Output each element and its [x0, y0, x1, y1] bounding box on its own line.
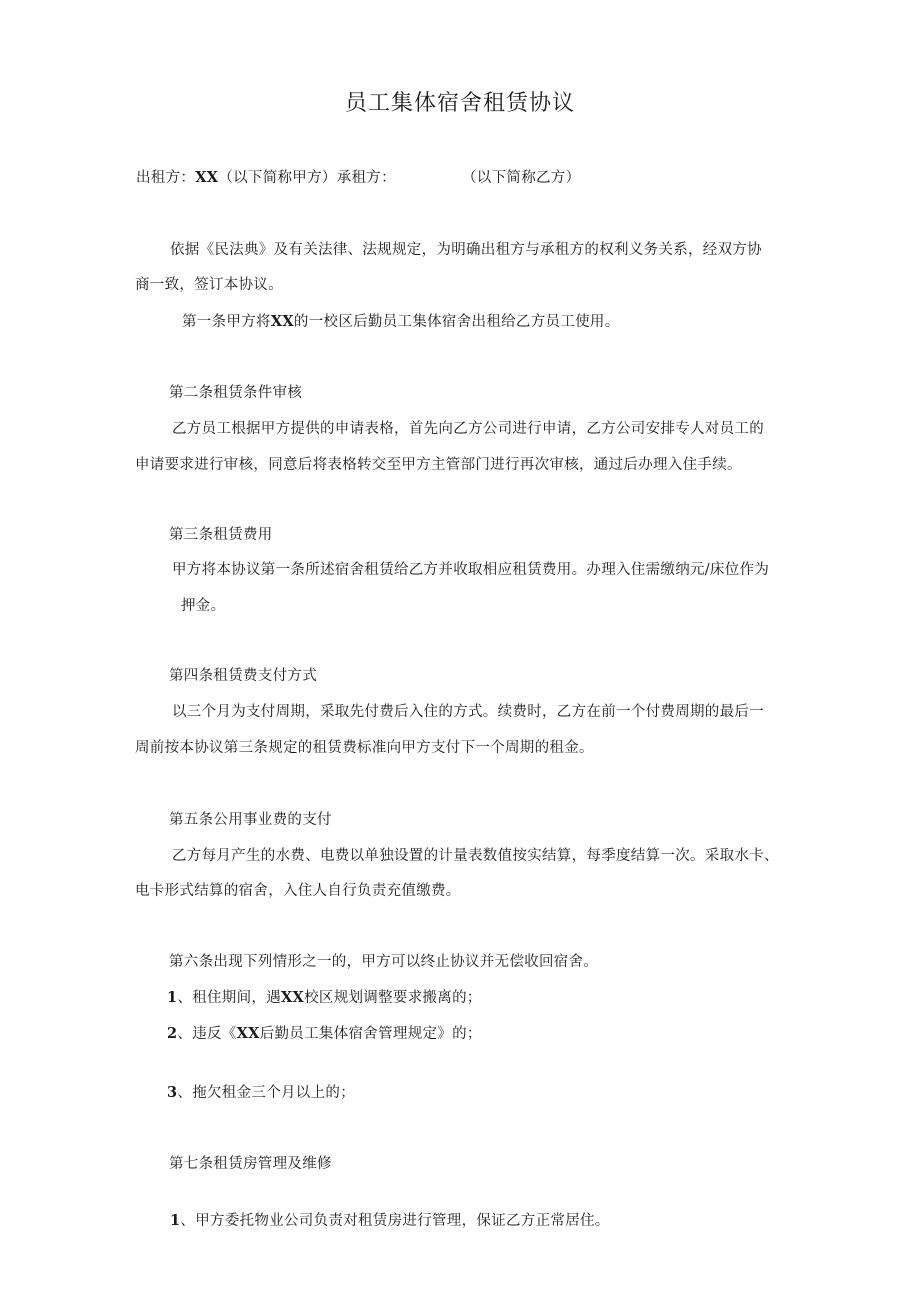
item-text-pre: 、租住期间，遇 — [177, 990, 281, 1006]
item-number: 2 — [167, 1025, 178, 1042]
article4-heading: 第四条租赁费支付方式 — [169, 668, 317, 684]
article5-body-1: 乙方每月产生的水费、电费以单独设置的计量表数值按实结算，每季度结算一次。采取水卡、 — [172, 848, 779, 864]
article6-item-3 — [167, 1083, 355, 1103]
article5-body-2: 电卡形式结算的宿舍，入住人自行负责充值缴费。 — [135, 883, 461, 899]
item-number: 1 — [170, 1212, 181, 1229]
item-text-bold: XX — [281, 989, 305, 1006]
item-text-post: 后勤员工集体宿舍管理规定》的； — [259, 1026, 482, 1042]
preamble-line-2: 商一致，签订本协议。 — [135, 277, 283, 293]
item-text-pre: 、拖欠租金三个月以上的； — [177, 1085, 355, 1101]
article3-body-2: 押金。 — [181, 598, 226, 614]
item-text-post: 校区规划调整要求搬离的； — [304, 990, 482, 1006]
article7-heading: 第七条租赁房管理及维修 — [169, 1156, 332, 1172]
item-text-bold: XX — [236, 1025, 260, 1042]
lessor-note: （以下简称甲方）承租方： — [218, 170, 396, 186]
article5-heading: 第五条公用事业费的支付 — [169, 812, 332, 828]
article1-prefix: 第一条甲方将 — [182, 314, 271, 330]
item-text-pre: 、违反《 — [177, 1026, 237, 1042]
article6-heading: 第六条出现下列情形之一的，甲方可以终止协议并无偿收回宿舍。 — [169, 954, 599, 970]
item-text: 、甲方委托物业公司负责对租赁房进行管理，保证乙方正常居住。 — [180, 1213, 610, 1229]
article1-bold: XX — [270, 313, 294, 330]
article4-body-2: 周前按本协议第三条规定的租赁费标准向甲方支付下一个周期的租金。 — [135, 740, 594, 756]
article1-text — [182, 312, 620, 332]
article7-item-1 — [170, 1211, 610, 1231]
preamble-line-1: 依据《民法典》及有关法律、法规规定，为明确出租方与承租方的权利义务关系，经双方协 — [170, 242, 762, 258]
article2-body-2: 申请要求进行审核，同意后将表格转交至甲方主管部门进行再次审核，通过后办理入住手续。 — [135, 457, 742, 473]
article2-heading: 第二条租赁条件审核 — [169, 385, 303, 401]
article6-item-1 — [167, 988, 482, 1008]
article2-body-1: 乙方员工根据甲方提供的申请表格，首先向乙方公司进行申请，乙方公司安排专人对员工的 — [172, 421, 764, 437]
item-number: 1 — [167, 989, 178, 1006]
item-number: 3 — [167, 1084, 178, 1101]
lessor-label: 出租方： — [136, 170, 196, 186]
article3-heading: 第三条租赁费用 — [169, 527, 273, 543]
parties-line — [136, 168, 396, 188]
lessee-note: （以下简称乙方） — [462, 170, 581, 186]
article4-body-1: 以三个月为支付周期，采取先付费后入住的方式。续费时，乙方在前一个付费周期的最后一 — [172, 704, 764, 720]
article3-body-1: 甲方将本协议第一条所述宿舍租赁给乙方并收取相应租赁费用。办理入住需缴纳元/床位作为 — [172, 562, 770, 578]
document-title: 员工集体宿舍租赁协议 — [344, 91, 575, 116]
article6-item-2 — [167, 1024, 482, 1044]
article1-suffix: 的一校区后勤员工集体宿舍出租给乙方员工使用。 — [293, 314, 620, 330]
lessor-name: XX — [195, 169, 219, 186]
